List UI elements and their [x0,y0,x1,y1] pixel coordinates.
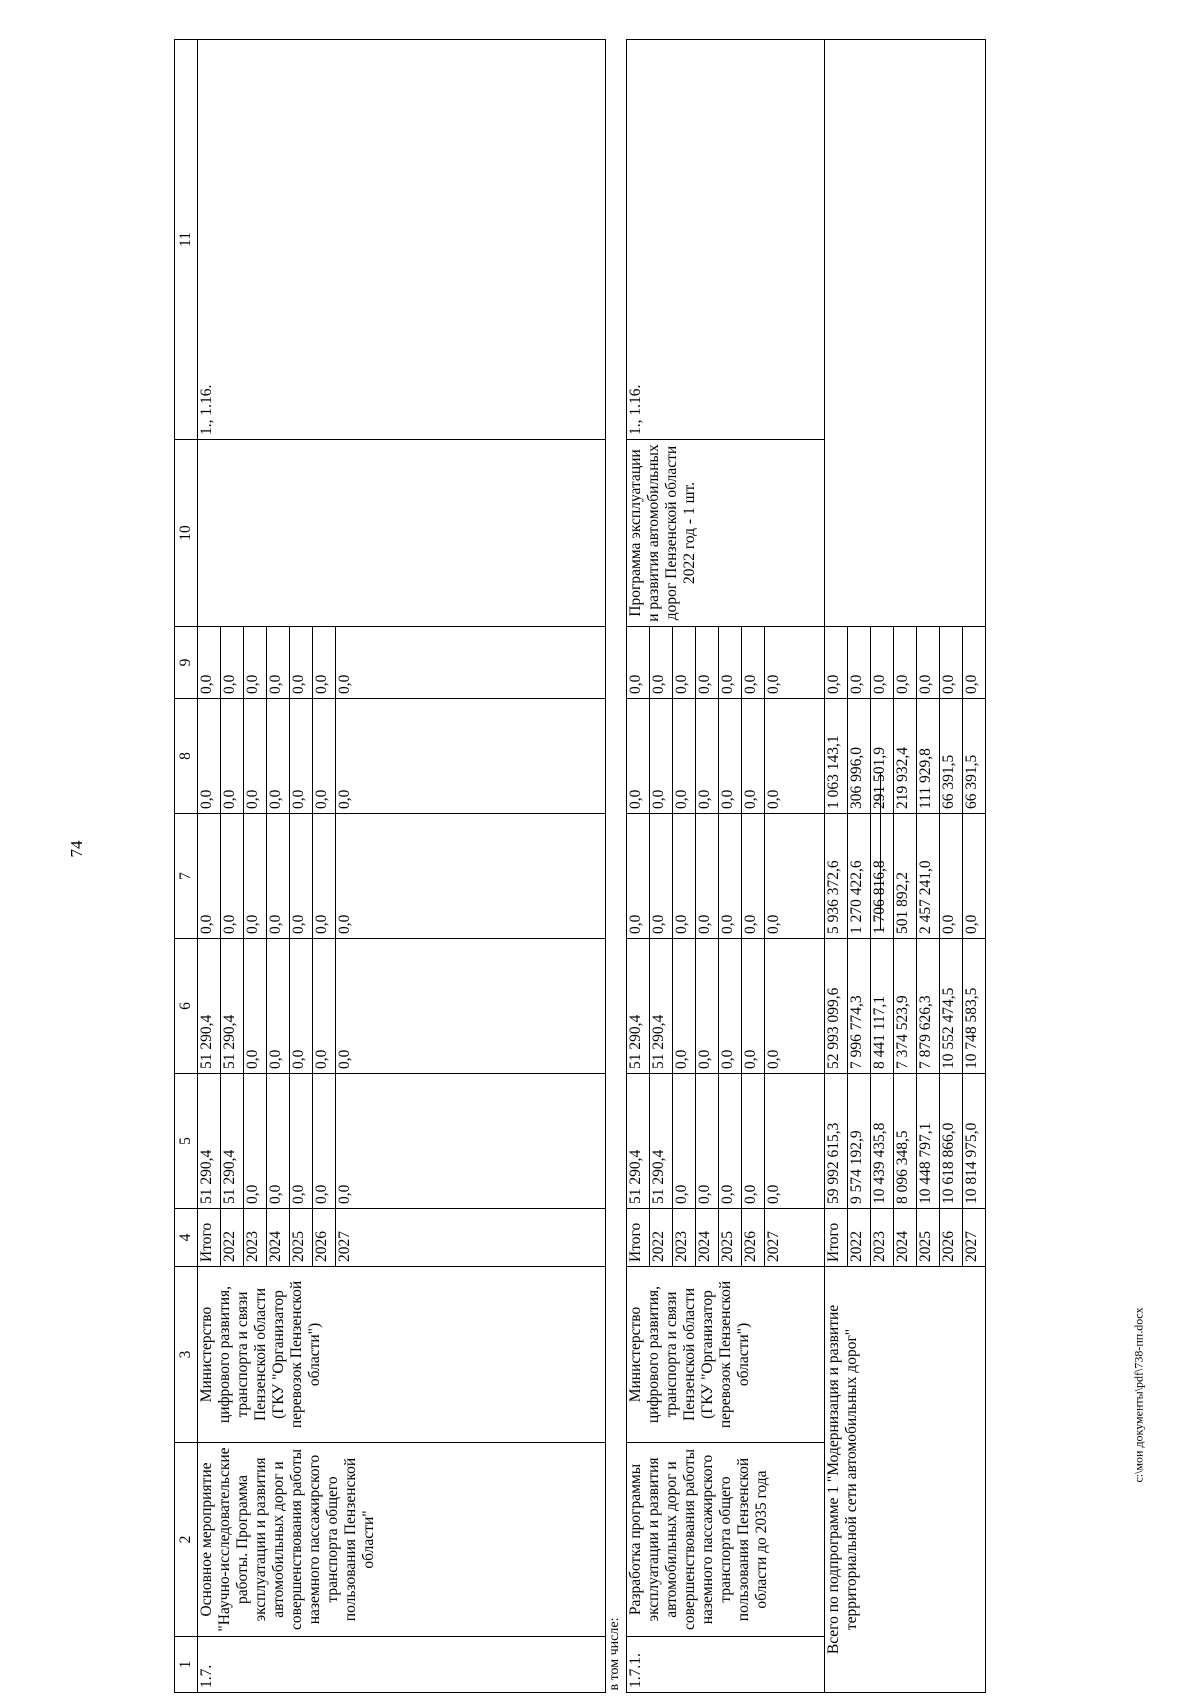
period-cell: 2023 [673,1209,696,1267]
year-row [198,40,221,1693]
amount-cell: 501 892,2 [894,814,917,939]
amount-cell: 0,0 [719,699,742,814]
amount-cell: 0,0 [336,1074,606,1209]
executor-name: Министерство цифрового развития, транспорта и связи Пензенской области (ГКУ "Организатор перевозок Пензенской области") [198,1267,606,1443]
period-cell: 2024 [696,1209,719,1267]
amount-cell: 0,0 [673,1074,696,1209]
period-cell: Итого [825,1209,848,1267]
period-cell: 2026 [313,1209,336,1267]
column-number: 11 [175,40,198,440]
block-1-7 [198,40,606,1693]
amount-cell: 7 879 626,3 [917,939,940,1074]
amount-cell: 0,0 [742,814,765,939]
amount-cell: 0,0 [765,939,825,1074]
amount-cell: 0,0 [313,627,336,699]
column-number: 4 [175,1209,198,1267]
budget-table [174,39,986,1693]
period-cell: 2027 [765,1209,825,1267]
amount-cell: 0,0 [963,814,986,939]
including-label: в том числе: [606,40,627,1693]
year-row [627,40,650,1693]
amount-cell: 1 706 816,8 [871,814,894,939]
amount-cell: 66 391,5 [963,699,986,814]
amount-cell: 51 290,4 [198,939,221,1074]
amount-cell: 0,0 [244,699,267,814]
amount-cell: 0,0 [963,627,986,699]
period-cell: 2025 [719,1209,742,1267]
amount-cell: 0,0 [267,814,290,939]
result-indicator [198,440,606,627]
period-cell: 2024 [267,1209,290,1267]
activity-name: Основное мероприятие "Научно-исследовательские работы. Программа эксплуатации и развития автомобильных дорог и совершенствования работы наземного пассажирского транспорта общего пользования Пензенской области" [198,1443,606,1637]
amount-cell: 0,0 [673,699,696,814]
amount-cell: 8 441 117,1 [871,939,894,1074]
amount-cell: 0,0 [940,627,963,699]
period-cell: 2027 [963,1209,986,1267]
amount-cell: 291 501,9 [871,699,894,814]
amount-cell: 0,0 [221,814,244,939]
amount-cell: 0,0 [940,814,963,939]
amount-cell: 0,0 [290,699,313,814]
indicator-number: 1., 1.16. [198,40,606,440]
column-number: 5 [175,1074,198,1209]
amount-cell: 0,0 [313,814,336,939]
amount-cell: 0,0 [267,1074,290,1209]
amount-cell: 51 290,4 [650,939,673,1074]
amount-cell: 51 290,4 [627,939,650,1074]
period-cell: 2026 [940,1209,963,1267]
amount-cell: 10 448 797,1 [917,1074,940,1209]
period-cell: Итого [627,1209,650,1267]
amount-cell: 0,0 [290,939,313,1074]
amount-cell: 0,0 [719,814,742,939]
amount-cell: 0,0 [825,627,848,699]
amount-cell: 52 993 099,6 [825,939,848,1074]
subprogram-total-block [825,40,986,1693]
amount-cell: 51 290,4 [221,1074,244,1209]
amount-cell: 0,0 [221,699,244,814]
year-row [825,40,848,1693]
period-cell: 2023 [871,1209,894,1267]
rotated-table-area [174,40,980,1693]
period-cell: 2025 [290,1209,313,1267]
including-row [606,40,627,1693]
amount-cell: 0,0 [198,699,221,814]
amount-cell: 0,0 [221,627,244,699]
column-number: 1 [175,1637,198,1693]
period-cell: 2026 [742,1209,765,1267]
activity-name: Разработка программы эксплуатации и развития автомобильных дорог и совершенствования работы наземного пассажирского транспорта общего пользования Пензенской области до 2035 года [627,1443,825,1637]
amount-cell: 0,0 [290,627,313,699]
amount-cell: 7 374 523,9 [894,939,917,1074]
period-cell: 2022 [848,1209,871,1267]
amount-cell: 0,0 [267,699,290,814]
amount-cell: 59 992 615,3 [825,1074,848,1209]
amount-cell: 0,0 [336,699,606,814]
amount-cell: 0,0 [627,627,650,699]
amount-cell: 0,0 [719,939,742,1074]
amount-cell: 0,0 [198,814,221,939]
amount-cell: 0,0 [719,627,742,699]
period-cell: 2022 [650,1209,673,1267]
amount-cell: 219 932,4 [894,699,917,814]
amount-cell: 0,0 [313,699,336,814]
amount-cell: 0,0 [696,1074,719,1209]
row-number: 1.7. [198,1637,606,1693]
executor-name: Министерство цифрового развития, транспорта и связи Пензенской области (ГКУ "Организатор перевозок Пензенской области") [627,1267,825,1443]
amount-cell: 10 618 866,0 [940,1074,963,1209]
amount-cell: 0,0 [696,699,719,814]
amount-cell: 0,0 [696,939,719,1074]
row-number: 1.7.1. [627,1637,825,1693]
amount-cell: 0,0 [894,627,917,699]
amount-cell: 7 996 774,3 [848,939,871,1074]
amount-cell: 0,0 [244,1074,267,1209]
amount-cell: 0,0 [244,814,267,939]
amount-cell: 111 929,8 [917,699,940,814]
empty-cell [825,40,986,627]
amount-cell: 51 290,4 [627,1074,650,1209]
amount-cell: 0,0 [627,814,650,939]
amount-cell: 0,0 [627,699,650,814]
column-number: 7 [175,814,198,939]
amount-cell: 0,0 [336,627,606,699]
amount-cell: 0,0 [673,627,696,699]
amount-cell: 0,0 [673,939,696,1074]
amount-cell: 66 391,5 [940,699,963,814]
amount-cell: 51 290,4 [650,1074,673,1209]
amount-cell: 0,0 [313,939,336,1074]
amount-cell: 0,0 [742,1074,765,1209]
page-number: 74 [67,840,86,858]
amount-cell: 0,0 [267,939,290,1074]
amount-cell: 0,0 [765,699,825,814]
period-cell: 2024 [894,1209,917,1267]
amount-cell: 0,0 [696,627,719,699]
amount-cell: 0,0 [765,1074,825,1209]
period-cell: 2027 [336,1209,606,1267]
amount-cell: 0,0 [336,814,606,939]
amount-cell: 0,0 [742,627,765,699]
period-cell: Итого [198,1209,221,1267]
period-cell: 2025 [917,1209,940,1267]
amount-cell: 51 290,4 [198,1074,221,1209]
amount-cell: 0,0 [290,1074,313,1209]
block-1-7-1 [627,40,825,1693]
amount-cell: 0,0 [267,627,290,699]
amount-cell: 0,0 [650,814,673,939]
amount-cell: 10 552 474,5 [940,939,963,1074]
subprogram-total-label: Всего по подпрограмме 1 "Модернизация и развитие территориальной сети автомобильных дорог" [825,1267,986,1693]
amount-cell: 0,0 [696,814,719,939]
result-indicator: Программа эксплуатации и развития автомобильных дорог Пензенской области 2022 год - 1 шт. [627,440,825,627]
amount-cell: 0,0 [336,939,606,1074]
column-number: 9 [175,627,198,699]
amount-cell: 10 748 583,5 [963,939,986,1074]
column-number: 6 [175,939,198,1074]
column-number-row [175,40,198,1693]
amount-cell: 51 290,4 [221,939,244,1074]
amount-cell: 9 574 192,9 [848,1074,871,1209]
amount-cell: 0,0 [198,627,221,699]
amount-cell: 2 457 241,0 [917,814,940,939]
amount-cell: 0,0 [244,627,267,699]
amount-cell: 0,0 [742,699,765,814]
amount-cell: 0,0 [650,699,673,814]
amount-cell: 0,0 [765,814,825,939]
amount-cell: 0,0 [848,627,871,699]
period-cell: 2023 [244,1209,267,1267]
amount-cell: 0,0 [313,1074,336,1209]
amount-cell: 10 439 435,8 [871,1074,894,1209]
amount-cell: 0,0 [244,939,267,1074]
amount-cell: 0,0 [719,1074,742,1209]
amount-cell: 0,0 [673,814,696,939]
amount-cell: 1 063 143,1 [825,699,848,814]
footer-file-path: c:\мои документы\pdf\738-пп.docx [1131,1307,1146,1483]
amount-cell: 0,0 [917,627,940,699]
column-number: 3 [175,1267,198,1443]
amount-cell: 0,0 [650,627,673,699]
amount-cell: 1 270 422,6 [848,814,871,939]
amount-cell: 0,0 [765,627,825,699]
period-cell: 2022 [221,1209,244,1267]
column-number: 8 [175,699,198,814]
amount-cell: 306 996,0 [848,699,871,814]
amount-cell: 10 814 975,0 [963,1074,986,1209]
indicator-number: 1., 1.16. [627,40,825,440]
column-number: 10 [175,440,198,627]
amount-cell: 0,0 [871,627,894,699]
amount-cell: 0,0 [742,939,765,1074]
amount-cell: 5 936 372,6 [825,814,848,939]
amount-cell: 8 096 348,5 [894,1074,917,1209]
column-number: 2 [175,1443,198,1637]
amount-cell: 0,0 [290,814,313,939]
